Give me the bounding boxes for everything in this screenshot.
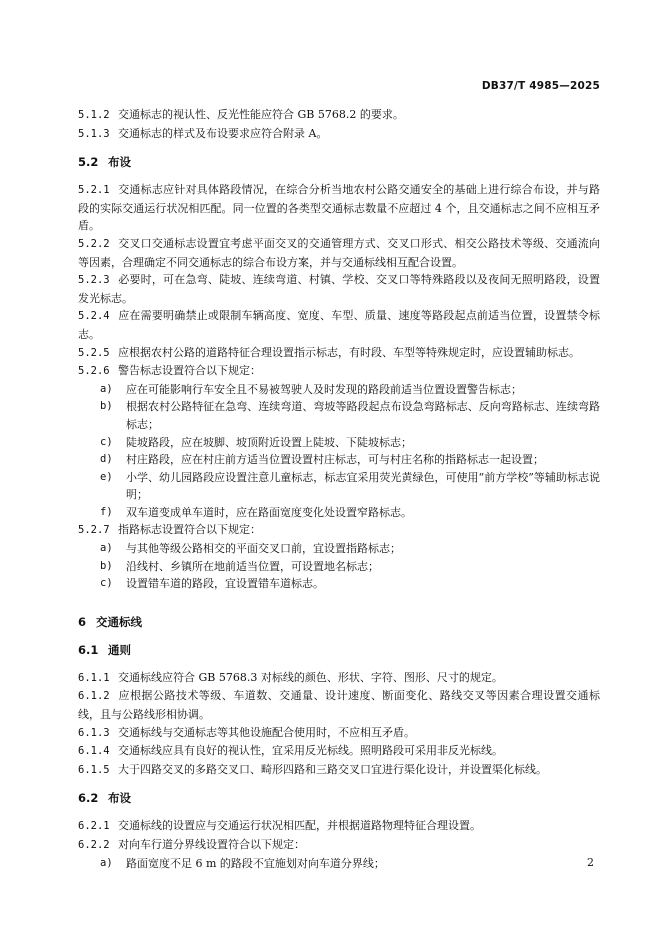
list-item: d) 村庄路段，应在村庄前方适当位置设置村庄标志，可与村庄名称的指路标志一起设置； bbox=[100, 453, 544, 467]
list-item: f) 双车道变成单车道时，应在路面宽度变化处设置窄路标志。 bbox=[100, 505, 412, 519]
clause-6-2-1: 6.2.1 交通标线的设置应与交通运行状况相匹配，并根据道路物理特征合理设置。 bbox=[78, 819, 481, 833]
clause-5-2-3: 5.2.3 必要时，可在急弯、陡坡、连续弯道、村镇、学校、交叉口等特殊路段以及夜间无照明路段，设置发光标志。 bbox=[78, 273, 600, 305]
chapter-heading-6: 6 交通标线 bbox=[78, 614, 142, 629]
list-item: c) 设置错车道的路段，宜设置错车道标志。 bbox=[100, 577, 324, 591]
clause-6-1-4: 6.1.4 交通标线应具有良好的视认性，宜采用反光标线。照明路段可采用非反光标线。 bbox=[78, 744, 503, 758]
section-heading-6-1: 6.1 通则 bbox=[78, 642, 131, 657]
section-heading-5-2: 5.2 布设 bbox=[78, 155, 131, 170]
clause-5-2-7: 5.2.7 指路标志设置符合以下规定： bbox=[78, 523, 261, 537]
list-item: e) 小学、幼儿园路段应设置注意儿童标志，标志宜采用荧光黄绿色，可使用“前方学校”等辅助标志说明； bbox=[100, 470, 600, 502]
clause-6-1-5: 6.1.5 大于四路交叉的多路交叉口、畸形四路和三路交叉口宜进行渠化设计，并设置渠化标线。 bbox=[78, 762, 547, 776]
list-item: a) 与其他等级公路相交的平面交叉口前，宜设置指路标志； bbox=[100, 542, 401, 556]
list-item: a) 应在可能影响行车安全且不易被驾驶人及时发现的路段前适当位置设置警告标志； bbox=[100, 382, 522, 396]
list-item: a) 路面宽度不足 6 m 的路段不宜施划对向车道分界线； bbox=[100, 856, 385, 870]
clause-5-1-2: 5.1.2 交通标志的视认性、反光性能应符合 GB 5768.2 的要求。 bbox=[78, 108, 404, 121]
clause-6-1-1: 6.1.1 交通标线应符合 GB 5768.3 对标线的颜色、形状、字符、图形、尺寸的规定。 bbox=[78, 670, 503, 684]
clause-6-1-2: 6.1.2 应根据公路技术等级、车道数、交通量、设计速度、断面变化、路线交叉等因素合理设置交通标线，且与公路线形相协调。 bbox=[78, 689, 600, 722]
clause-6-2-2: 6.2.2 对向车行道分界线设置符合以下规定： bbox=[78, 838, 305, 851]
clause-5-2-4: 5.2.4 应在需要明确禁止或限制车辆高度、宽度、车型、质量、速度等路段起点前适当位置，设置禁令标志。 bbox=[78, 309, 600, 341]
list-item: b) 沿线村、乡镇所在地前适当位置，可设置地名标志； bbox=[100, 559, 379, 573]
clause-5-2-1: 5.2.1 交通标志应针对具体路段情况，在综合分析当地农村公路交通安全的基础上进行综合布设，并与路段的实际交通运行状况相匹配。同一位置的各类型交通标志数量不应超过 4 个，且交通标志之间不应相互矛盾。 bbox=[78, 183, 600, 233]
list-item: c) 陡坡路段，应在坡脚、坡顶附近设置上陡坡、下陡坡标志； bbox=[100, 435, 412, 449]
list-item: b) 根据农村公路特征在急弯、连续弯道、弯坡等路段起点布设急弯路标志、反向弯路标志、连续弯路标志； bbox=[100, 400, 600, 431]
clause-5-2-2: 5.2.2 交叉口交通标志设置宜考虑平面交叉的交通管理方式、交叉口形式、相交公路技术等级、交通流向等因素，合理确定不同交通标志的综合布设方案，并与交通标线相互配合设置。 bbox=[78, 236, 600, 269]
clause-5-2-6: 5.2.6 警告标志设置符合以下规定： bbox=[78, 364, 261, 378]
clause-6-1-3: 6.1.3 交通标线与交通标志等其他设施配合使用时，不应相互矛盾。 bbox=[78, 725, 415, 739]
page-number: 2 bbox=[587, 856, 594, 869]
section-heading-6-2: 6.2 布设 bbox=[78, 791, 131, 806]
clause-5-2-5: 5.2.5 应根据农村公路的道路特征合理设置指示标志，有时段、车型等特殊规定时，应设置辅助标志。 bbox=[78, 345, 580, 359]
clause-5-1-3: 5.1.3 交通标志的样式及布设要求应符合附录 A。 bbox=[78, 126, 328, 140]
document-body bbox=[78, 106, 600, 872]
standard-code: DB37/T 4985—2025 bbox=[481, 80, 600, 92]
